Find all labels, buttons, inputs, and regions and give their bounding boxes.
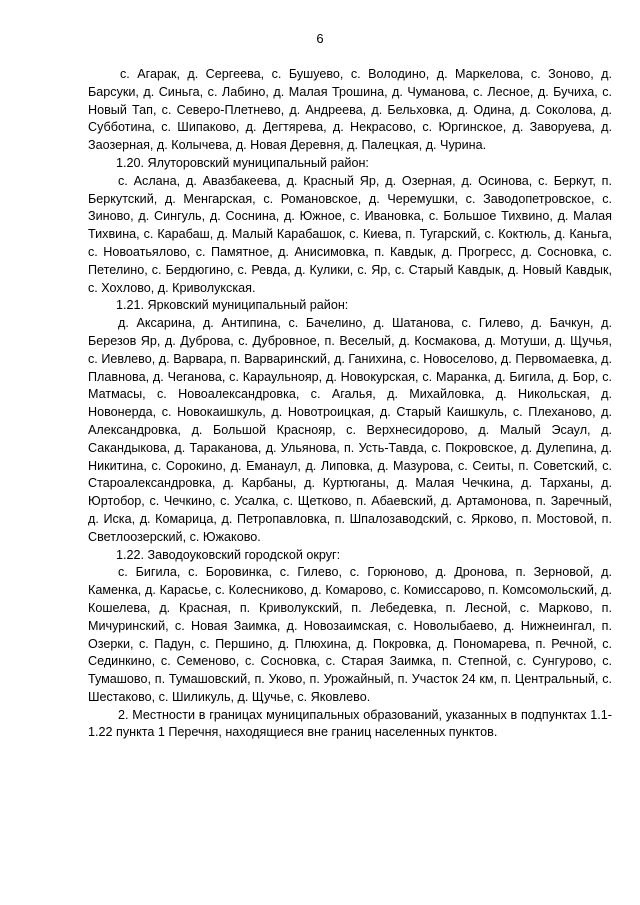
document-body <box>88 66 612 742</box>
section-heading-1-20: 1.20. Ялуторовский муниципальный район: <box>116 155 369 170</box>
section-heading-1-21: 1.21. Ярковский муниципальный район: <box>116 298 349 313</box>
paragraph-yalutorovsky-settlements: с. Аслана, д. Авазбакеева, д. Красный Яр, д. Озерная, д. Осинова, с. Беркут, п. Беркутский, д. Менгарская, с. Романовское, д. Черемушки, с. Заводопетровское, с. Зиново, д. Сингуль, д. Соснина, д. Южное, с. Ивановка, с. Большое Тихвино, д. Малая Тихвина, с. Карабаш, д. Малый Карабашок, с. Киева, п. Тугарский, с. Коктюль, д. Каньга, с. Новоатьялово, с. Памятное, д. Анисимовка, п. Кавдык, д. Прогресс, д. Сосновка, с. Петелино, с. Бердюгино, с. Ревда, д. Кулики, с. Яр, с. Старый Кавдык, д. Новый Кавдык, с. Хохлово, д. Криволукская. <box>88 173 612 295</box>
paragraph-zavodoukovsky-settlements: с. Бигила, с. Боровинка, с. Гилево, с. Горюново, д. Дронова, п. Зерновой, д. Каменка, д. Карасье, с. Колесниково, д. Комарово, с. Комиссарово, п. Комсомольский, д. Кошелева, д. Красная, п. Криволукский, п. Лебедевка, п. Лесной, с. Марково, п. Мичуринский, с. Новая Заимка, д. Новозаимская, с. Новолыбаево, д. Нижнеингал, п. Озерки, с. Падун, с. Першино, д. Плюхина, д. Покровка, д. Пономарева, п. Речной, с. Сединкино, с. Семеново, с. Сосновка, с. Старая Заимка, п. Степной, с. Сунгурово, с. Тумашово, п. Тумашовский, п. Уково, п. Урожайный, п. Участок 24 км, п. Центральный, с. Шестаково, с. Шиликуль, д. Щучье, с. Яковлево. <box>88 565 612 704</box>
paragraph-item-2: 2. Местности в границах муниципальных образований, указанных в подпунктах 1.1-1.22 пункта 1 Перечня, находящиеся вне границ населенных пунктов. <box>88 707 612 740</box>
paragraph-settlements-continued: с. Агарак, д. Сергеева, с. Бушуево, с. Володино, д. Маркелова, с. Зоново, д. Барсуки, д. Синьга, с. Лабино, д. Малая Трошина, д. Чуманова, с. Лесное, д. Бучиха, с. Новый Тап, с. Северо-Плетнево, д. Андреева, д. Бельховка, д. Одина, д. Соколова, д. Субботина, с. Шипаково, д. Дегтярева, д. Некрасово, с. Юргинское, д. Заворуева, д. Заозерная, д. Колычева, д. Новая Деревня, д. Палецкая, д. Чурина. <box>88 67 612 153</box>
paragraph-yarkovsky-settlements: д. Аксарина, д. Антипина, с. Бачелино, д. Шатанова, с. Гилево, д. Бачкун, д. Березов Яр, д. Дуброва, с. Дубровное, п. Веселый, д. Космакова, д. Мотуши, д. Щучья, с. Иевлево, д. Варвара, п. Варваринский, д. Ганихина, с. Новоселово, д. Первомаевка, д. Плавнова, д. Чеганова, с. Караульнояр, д. Новокурская, с. Маранка, д. Бигила, д. Бор, с. Матмасы, с. Новоалександровка, с. Агалья, д. Михайловка, д. Никольская, д. Новонерда, с. Новокаишкуль, д. Новотроицкая, д. Старый Каишкуль, с. Плеханово, д. Александровка, д. Большой Краснояр, с. Верхнесидорово, д. Малый Эсаул, д. Сакандыкова, д. Тараканова, д. Ульянова, п. Усть-Тавда, с. Покровское, д. Дулепина, д. Никитина, с. Сорокино, д. Еманаул, д. Липовка, д. Мазурова, с. Сеиты, п. Советский, с. Староалександровка, д. Карбаны, д. Куртюганы, д. Малая Чечкина, д. Тарханы, д. Юртобор, с. Чечкино, с. Усалка, с. Щетково, п. Абаевский, д. Артамонова, п. Заречный, д. Иска, д. Комарица, д. Петропавловка, п. Шпалозаводский, с. Ярково, п. Мостовой, п. Светлоозерский, с. Южаково. <box>88 316 612 544</box>
section-heading-1-22: 1.22. Заводоуковский городской округ: <box>116 547 341 562</box>
page-number: 6 <box>316 31 324 46</box>
